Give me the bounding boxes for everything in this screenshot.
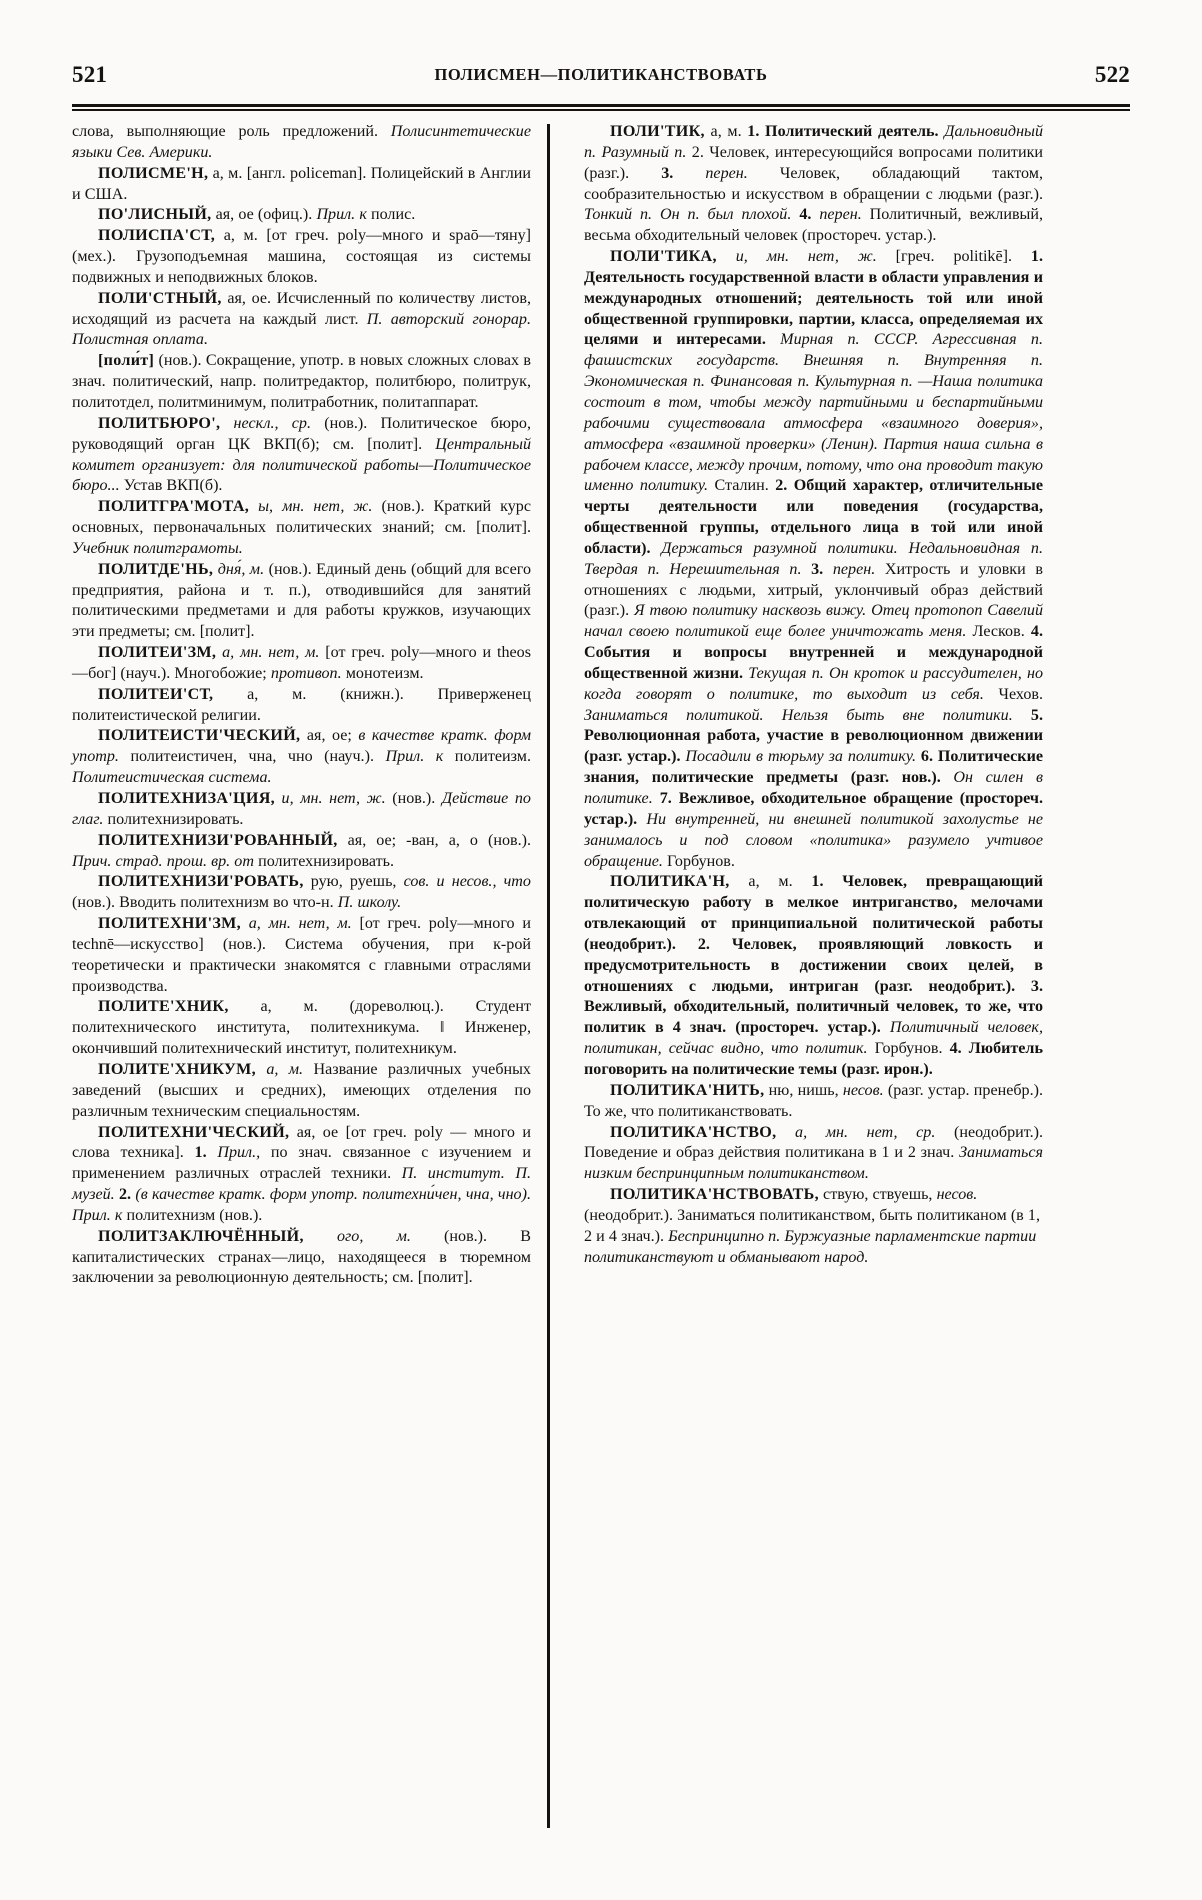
headword: ПОЛИ'СТНЫЙ, — [98, 289, 222, 307]
entry-polistnyy — [72, 289, 531, 352]
headword: ПОЛИТИКА'НИТЬ, — [610, 1081, 765, 1099]
entry-grammar-italic: ого, м. — [303, 1227, 411, 1245]
sense-1: 1. Политический деятель. — [747, 123, 945, 140]
sense-4-source: Чехов. — [983, 685, 1043, 703]
entry-grammar-italic: дня́, м. — [213, 560, 265, 578]
entry-example: П. школу. — [337, 894, 402, 912]
entry-grammar: (нов.). — [385, 790, 442, 807]
entry-politekhnizirovat — [72, 872, 531, 914]
sense-4: 4. Любитель поговорить на политические темы (разг. ирон.). — [584, 1040, 1043, 1078]
headword: ПОЛИТЕХНИЗИ'РОВАТЬ, — [98, 873, 304, 891]
sense-4-label: перен. — [819, 206, 862, 224]
entry-politekhnizm — [72, 914, 531, 997]
entry-grammar: ню, нишь, — [764, 1081, 843, 1099]
sense-2: 2. Человек, интересующийся вопросами политики (разг.). — [584, 143, 1043, 182]
entry-body: а, м. (дореволюц.). Студент политехнического института, политехникума. ‖ Инженер, окончивший политехнический институт, политехникум. — [72, 998, 531, 1058]
continuation-paragraph — [72, 122, 531, 164]
sense-3: 3. Вежливый, обходительный, политичный человек, то же, что политик в 4 знач. (простореч. устар.). — [584, 977, 1043, 1037]
entry-body-tail: монотеизм. — [341, 664, 424, 682]
entry-body: (неодобрит.). Поведение и образ действия политикана в 1 и 2 знач. — [584, 1123, 1043, 1162]
entry-example-2: (в качестве кратк. форм употр. политехни́чен, чна, чно). Прил. к — [72, 1186, 531, 1224]
entry-polispast — [72, 226, 531, 289]
sense-5-example: Посадили в тюрьму за политику. — [685, 748, 916, 766]
entry-grammar: [греч. politikē]. — [876, 248, 1031, 266]
entry-body: (нов.). В капиталистических странах—лицо, находящееся в тюремном заключении за революционную деятельность; см. [полит]. — [72, 1227, 531, 1287]
entry-definition-italic: Прил. к — [316, 206, 367, 224]
sense-7-source: Горбунов. — [662, 852, 735, 870]
header-rule-thin — [72, 109, 1130, 111]
entry-polismen — [72, 164, 531, 206]
header-rule — [72, 104, 1130, 111]
entry-politekhnikum — [72, 1060, 531, 1123]
entry-definition-italic: Прил. к — [385, 748, 444, 766]
sense-1-example: Мирная п. СССР. Агрессивная п. фашистских государств. Внешняя п. Внутренняя п. Экономическая п. Финансовая п. Культурная п. —Наша политика состоит в том, чтобы между партийными и беспартийными рабочими существовала атмосфера «взаимного доверия», атмосфера «взаимной проверки» (Ленин). Партия наша сильна в рабочем классе, между прочим, потому, что она проводит такую именно политику. — [584, 331, 1043, 495]
entry-example: Беспринципно п. Буржуазные парламентские партии политиканствуют и обманывают народ. — [584, 1227, 1037, 1266]
entry-example: П. авторский гонорар. Полистная оплата. — [72, 310, 531, 349]
entry-example: Центральный комитет организует: для политической работы—Политическое бюро... — [72, 435, 531, 495]
sense-3-text: Хитрость и уловки в отношениях с людьми, хитрый, уклончивый образ действий (разг.). — [584, 560, 1043, 620]
headword: ПОЛИТИКА'НСТВО, — [610, 1123, 777, 1141]
entry-politeist — [72, 685, 531, 727]
entry-grammar-italic: в качестве кратк. форм употр. — [72, 727, 531, 766]
sense-3-example: Я твою политику насквозь вижу. Отец протопоп Савелий начал своею политикой еще более уничтожать меня. — [584, 602, 1043, 641]
entry-body: (разг. устар. пренебр.). То же, что политиканствовать. — [584, 1081, 1043, 1120]
entry-politeisticheskiy — [72, 726, 531, 789]
headword: ПОЛИСМЕ'Н, — [98, 164, 209, 182]
sense-3-number: 3. — [661, 164, 706, 182]
entry-politzaklyuchennyy — [72, 1227, 531, 1290]
continuation-example: Полисинтетические языки Сев. Америки. — [72, 123, 531, 161]
entry-politikanstvo — [584, 1123, 1043, 1186]
sense-1-example: Дальновидный п. Разумный п. — [584, 123, 1043, 161]
sense-6-example: Он силен в политике. — [584, 769, 1043, 807]
headword: ПОЛИТИКА'Н, — [610, 873, 730, 891]
entry-politekhnizirovannyy — [72, 831, 531, 873]
entry-grammar: ствую, ствуешь, — [818, 1186, 937, 1204]
entry-grammar-italic: а, м. — [255, 1060, 304, 1078]
headword: ПОЛИ'ТИКА, — [610, 248, 717, 266]
sense-1-source: Сталин. — [708, 477, 776, 495]
entry-definition-tail: политехнизировать. — [103, 810, 244, 828]
entry-politikanstvovat — [584, 1185, 1043, 1268]
entry-grammar-italic: а, мн. нет, м. — [240, 915, 352, 933]
folio-right: 522 — [1094, 62, 1130, 87]
sense-4-text: Политичный, вежливый, весьма обходительный человек (простореч. устар.). — [584, 206, 1043, 245]
entry-polisnyy — [72, 205, 531, 226]
entry-grammar-italic: и, мн. нет, ж. — [274, 790, 386, 807]
entry-body: а, м. [от греч. poly—много и spaō—тяну] (мех.). Грузоподъемная машина, состоящая из системы подвижных и неподвижных блоков. — [72, 227, 531, 286]
entry-grammar: рую, руешь, — [303, 873, 404, 891]
entry-body: (нов.). Политическое бюро, руководящий орган ЦК ВКП(б); см. [полит]. — [72, 414, 531, 453]
sense-4-example: Текущая п. Он кроток и рассудителен, но когда говорят о политике, то выходит из себя. — [584, 664, 1043, 703]
entry-polit-prefix — [72, 351, 531, 414]
entry-politekhnicheskiy — [72, 1123, 531, 1227]
sense-3-text: Человек, обладающий тактом, сообразительностью и искусством в обращении с людьми (разг.). — [584, 164, 1043, 203]
entry-definition-italic: Прил., — [217, 1144, 261, 1162]
entry-grammar-italic: сов. и несов., что — [403, 873, 531, 891]
headword: ПОЛИТЕИСТИ'ЧЕСКИЙ, — [98, 727, 301, 745]
sense-3-label: перен. — [832, 560, 876, 578]
entry-grammar: ая, ое [от греч. poly — много и слова техника]. — [72, 1123, 531, 1162]
entry-politbyuro — [72, 414, 531, 497]
headword: ПОЛИТЕХНИ'ЗМ, — [98, 915, 241, 933]
headword: ПОЛИТЕ'ХНИК, — [98, 998, 229, 1016]
entry-example-1: П. институт. П. музей. — [72, 1165, 531, 1204]
entry-definition-tail: по знач. связанное с изучением и применением различных отраслей техники. — [72, 1144, 531, 1183]
entry-definition-italic: Прич. страд. прош. вр. от — [72, 852, 254, 870]
entry-definition-tail: политеизм. — [443, 748, 531, 766]
sense-3-source: Горбунов. — [867, 1040, 950, 1058]
sense-5: 5. Революционная работа, участие в революционном движении (разг. устар.). — [584, 706, 1043, 766]
entry-politikanit — [584, 1081, 1043, 1123]
entry-definition-tail: политехнизировать. — [253, 852, 395, 870]
entry-grammar-b: (нов.). Вводить политехнизм во что-н. — [72, 894, 338, 912]
entry-grammar: а, м. — [704, 123, 748, 140]
headword: ПОЛИТГРА'МОТА, — [98, 498, 250, 516]
folio-left: 521 — [72, 62, 108, 87]
sense-2-example: Держаться разумной политики. Недальновидная п. Твердая п. Нерешительная п. — [584, 539, 1043, 578]
headword: ПОЛИТЕХНИЗИ'РОВАННЫЙ, — [98, 831, 338, 849]
entry-example: Заниматься низким беспринципным политиканством. — [584, 1144, 1043, 1183]
entry-politekhnik — [72, 997, 531, 1060]
entry-body: а, м. (книжн.). Приверженец политеистической религии. — [72, 685, 531, 724]
sense-2: 2. Человек, проявляющий ловкость и предусмотрительность в достижении своих целей, в отношениях с людьми, интриган (разг. неодобрит.). — [584, 935, 1043, 995]
entry-body: ая, ое. Исчисленный по количеству листов, исходящий из расчета на каждый лист. — [72, 289, 531, 328]
entry-grammar: ая, ое (офиц.). — [211, 206, 317, 224]
continuation-text: слова, выполняющие роль предложений. — [72, 123, 391, 140]
entry-grammar-italic: и, мн. нет, ж. — [716, 248, 877, 266]
sense-4: 4. События и вопросы внутренней и международной общественной жизни. — [584, 623, 1043, 682]
entry-grammar-italic: ы, мн. нет, ж. — [249, 498, 373, 516]
headword: ПОЛИТЕХНИ'ЧЕСКИЙ, — [98, 1123, 290, 1141]
sense-3-example: Тонкий п. Он п. был плохой. — [584, 206, 792, 224]
headword: ПОЛИТЕХНИЗА'ЦИЯ, — [98, 790, 275, 807]
sense-number-1: 1. — [194, 1144, 218, 1162]
headword: ПОЛИТЕИ'ЗМ, — [98, 644, 217, 662]
entry-grammar: ая, ое; — [300, 727, 359, 745]
running-head-title: ПОЛИСМЕН—ПОЛИТИКАНСТВОВАТЬ — [434, 65, 768, 84]
column-right — [550, 122, 1043, 1862]
entry-definition-tail-2: политехнизм (нов.). — [122, 1206, 263, 1224]
sense-7-example: Ни внутренней, ни внешней политикой захолустье не занималось и под словом «политика» разумело учтивое обращение. — [584, 810, 1043, 870]
entry-politden — [72, 560, 531, 643]
headword: ПОЛИ'ТИК, — [610, 123, 705, 140]
headword: [поли́т] — [98, 352, 155, 370]
headword: ПОЛИТДЕ'НЬ, — [98, 560, 214, 578]
text-columns — [72, 122, 1130, 1862]
running-head — [0, 62, 1202, 108]
headword: ПОЛИТИКА'НСТВОВАТЬ, — [610, 1186, 819, 1204]
entry-grammar: ая, ое; -ван, а, о (нов.). — [337, 831, 531, 849]
entry-body: [от греч. poly—много и theos—бог] (науч.). Многобожие; — [72, 644, 531, 682]
headword: ПО'ЛИСНЫЙ, — [98, 206, 212, 224]
entry-grammar: а, м. — [729, 873, 812, 891]
sense-4-number: 4. — [791, 206, 820, 224]
entry-label-italic: противоп. — [270, 664, 342, 682]
sense-number-2: 2. — [114, 1186, 136, 1204]
entry-body: (неодобрит.). Заниматься политиканством, быть политиканом (в 1, 2 и 4 знач.). — [584, 1206, 1040, 1245]
entry-body: а, м. [англ. policeman]. Полицейский в Англии и США. — [72, 164, 531, 203]
sense-3-label: перен. — [705, 164, 748, 182]
entry-grammar-b: политеистичен, чна, чно (науч.). — [118, 748, 386, 766]
entry-grammar-italic: несов. — [936, 1186, 978, 1204]
entry-politgramota — [72, 497, 531, 560]
sense-4-example-b: Заниматься политикой. Нельзя быть вне политики. — [584, 706, 1013, 724]
entry-body: (нов.). Единый день (общий для всего предприятия, района и т. п.), отводившийся для занятий политическими предметами и для работы кружков, изучающих эти предметы; см. [полит]. — [72, 560, 531, 641]
headword: ПОЛИТЗАКЛЮЧЁННЫЙ, — [98, 1227, 304, 1245]
entry-body: (нов.). Краткий курс основных, первоначальных политических знаний; см. [полит]. — [72, 498, 531, 537]
entry-example: Учебник политграмоты. — [72, 539, 243, 557]
sense-3-number: 3. — [801, 560, 833, 578]
entry-grammar-italic: нескл., ср. — [220, 414, 311, 432]
sense-6: 6. Политические знания, политические предметы (разг. нов.). — [584, 748, 1043, 787]
entry-grammar-italic: несов. — [842, 1081, 884, 1099]
headword: ПОЛИТЕ'ХНИКУМ, — [98, 1060, 256, 1078]
sense-2: 2. Общий характер, отличительные черты деятельности или поведения (государства, общественной группы, отдельного лица в той или иной области). — [584, 477, 1043, 557]
sense-1: 1. Деятельность государственной власти в области управления и международных отношений; деятельность той или иной общественной группировки, партии, класса, определяемая их целями и интересами. — [584, 248, 1043, 349]
entry-politeizm — [72, 643, 531, 685]
entry-body: (нов.). Сокращение, употр. в новых сложных словах в знач. политический, напр. политредактор, политбюро, политрук, политотдел, политминимум, политработник, политаппарат. — [72, 352, 531, 411]
entry-politika — [584, 247, 1043, 872]
sense-1: 1. Человек, превращающий политическую работу в мелкое интриганство, мелочами отвлекающий от принципиальной политической работы (неодобрит.). — [584, 873, 1043, 953]
entry-grammar-italic: а, мн. нет, м. — [216, 644, 320, 662]
sense-3-example: Политичный человек, политикан, сейчас видно, что политик. — [584, 1019, 1043, 1058]
entry-definition-tail: полис. — [366, 206, 416, 224]
column-left — [72, 122, 547, 1862]
entry-politik — [584, 122, 1043, 247]
headword: ПОЛИСПА'СТ, — [98, 227, 216, 245]
entry-source: Устав ВКП(б). — [119, 477, 223, 495]
entry-politikan — [584, 872, 1043, 1080]
headword: ПОЛИТБЮРО', — [98, 414, 221, 432]
entry-grammar-italic: а, мн. нет, ср. — [776, 1123, 936, 1141]
header-rule-thick — [72, 104, 1130, 107]
sense-7: 7. Вежливое, обходительное обращение (простореч. устар.). — [584, 790, 1043, 828]
entry-example: Политеистическая система. — [72, 769, 272, 787]
entry-body: [от греч. poly—много и technē—искусство] (нов.). Система обучения, при к-рой теоретически и практически знакомятся с главными отраслями производства. — [72, 915, 531, 995]
entry-definition-italic: Действие по глаг. — [72, 790, 531, 828]
headword: ПОЛИТЕИ'СТ, — [98, 685, 214, 703]
entry-politekhnizatsiya — [72, 789, 531, 831]
sense-3-source: Лесков. — [966, 623, 1031, 641]
entry-body: Название различных учебных заведений (высших и средних), имеющих отделения по различным техническим специальностям. — [72, 1060, 531, 1120]
